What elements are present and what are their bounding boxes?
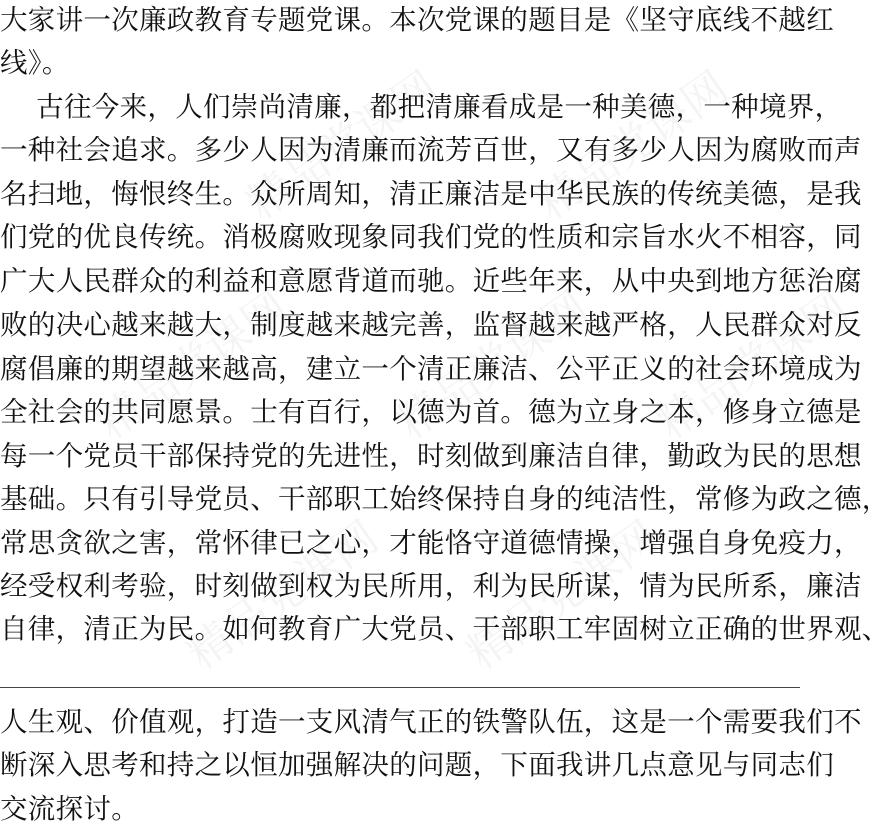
- text-line: 交流探讨。: [0, 793, 139, 825]
- text-line: 常思贪欲之害，常怀律已之心，才能恪守道德情操，增强自身免疫力，: [0, 527, 862, 559]
- text-line: 腐倡廉的期望越来越高，建立一个清正廉洁、公平正义的社会环境成为: [0, 353, 862, 385]
- text-line: 大家讲一次廉政教育专题党课。本次党课的题目是《坚守底线不越红: [0, 4, 834, 36]
- watermark: 精品党课网: [87, 281, 298, 450]
- text-line: 基础。只有引导党员、干部职工始终保持自身的纯洁性，常修为政之德，: [0, 483, 890, 515]
- text-line: 全社会的共同愿景。士有百行，以德为首。德为立身之本，修身立德是: [0, 396, 862, 428]
- watermark: 精品党课网: [457, 511, 668, 680]
- watermark: 精品党课网: [387, 281, 598, 450]
- text-line: 线》。: [0, 47, 70, 79]
- watermark: 精品党课网: [647, 281, 858, 450]
- text-line: 广大人民群众的利益和意愿背道而驰。近些年来，从中央到地方惩治腐: [0, 265, 862, 297]
- watermark: 精品党课网: [237, 61, 448, 230]
- text-line: 名扫地，悔恨终生。众所周知，清正廉洁是中华民族的传统美德，是我: [0, 178, 862, 210]
- text-line: 败的决心越来越大，制度越来越完善，监督越来越严格，人民群众对反: [0, 309, 862, 341]
- text-line: 古往今来，人们崇尚清廉，都把清廉看成是一种美德，一种境界，: [0, 91, 843, 123]
- watermark: 精品党课网: [177, 511, 388, 680]
- text-line: 们党的优良传统。消极腐败现象同我们党的性质和宗旨水火不相容，同: [0, 221, 862, 253]
- text-line: 断深入思考和持之以恒加强解决的问题，下面我讲几点意见与同志们: [0, 749, 834, 781]
- text-line: 自律，清正为民。如何教育广大党员、干部职工牢固树立正确的世界观、: [0, 613, 890, 645]
- text-line: 每一个党员干部保持党的先进性，时刻做到廉洁自律，勤政为民的思想: [0, 440, 862, 472]
- page-divider: [0, 687, 800, 688]
- text-line: 人生观、价值观，打造一支风清气正的铁警队伍，这是一个需要我们不: [0, 706, 862, 738]
- watermark: 精品党课网: [527, 61, 738, 230]
- text-line: 经受权利考验，时刻做到权为民所用，利为民所谋，情为民所系，廉洁: [0, 570, 862, 602]
- text-line: 一种社会追求。多少人因为清廉而流芳百世，又有多少人因为腐败而声: [0, 134, 862, 166]
